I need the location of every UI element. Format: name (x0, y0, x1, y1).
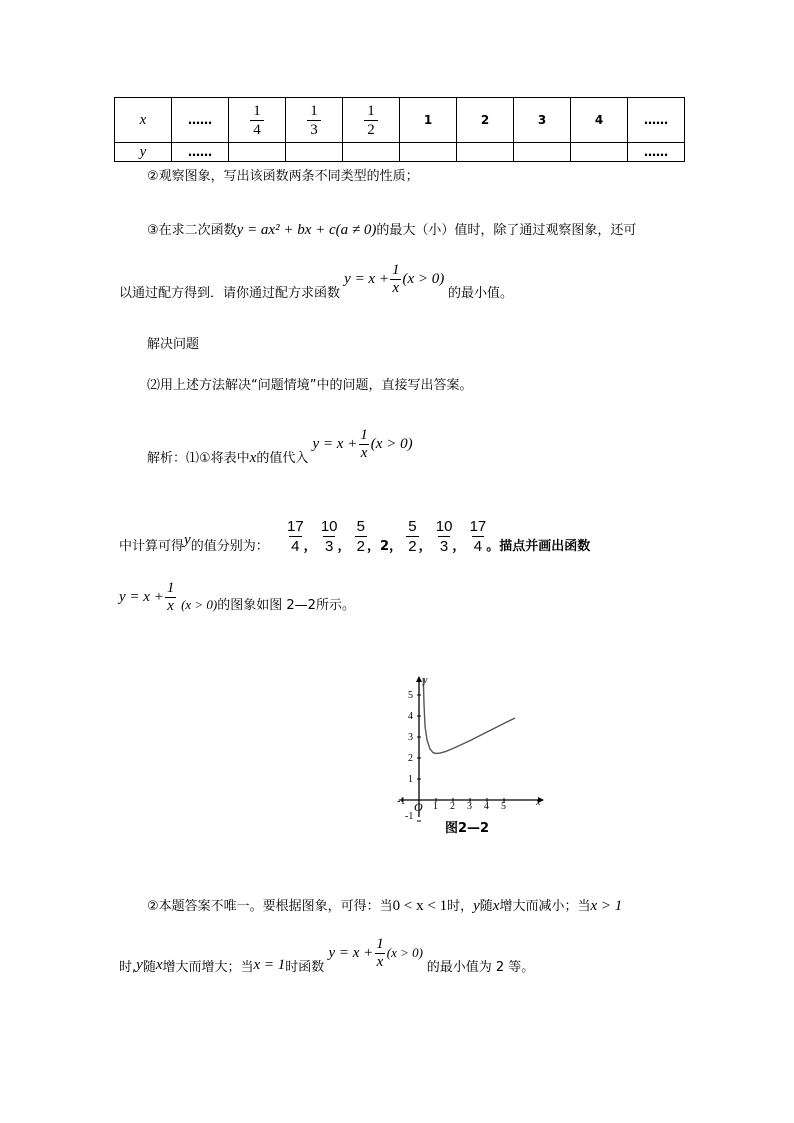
y-axis-arrow (416, 676, 422, 682)
table-row-y (115, 143, 685, 162)
var-y: y (184, 532, 191, 548)
x-tick-label: -1 (397, 796, 406, 807)
function-expression: y = x + $\frac{1}{x}$ (x > 0) (328, 936, 423, 970)
text: 的最小值。 (448, 285, 514, 301)
function-expression: y = x + $\frac{1}{x}$ (x > 0) (312, 427, 413, 461)
table-cell: 3 (514, 98, 571, 143)
value-fraction: $\frac{5}{2}$ (356, 518, 366, 555)
var-y: y (473, 898, 480, 914)
condition: (x > 0) (181, 596, 218, 612)
text: 随 (142, 959, 156, 975)
y-tick-label: 4 (408, 711, 413, 722)
table-cell (514, 143, 571, 162)
x-tick-label: 1 (433, 801, 438, 812)
quadratic-expression: y = ax² + bx + c(a ≠ 0) (236, 222, 377, 238)
text: 时， (447, 899, 474, 914)
y-tick-label: 2 (408, 753, 413, 764)
function-expression: y = x + $\frac{1}{x}$ (x > 0) (344, 262, 445, 296)
text: 的最大（小）值时，除了通过观察图象，还可 (376, 223, 637, 238)
text: ②本题答案不唯一。要根据图象，可得：当 (147, 899, 393, 914)
values-line: 中计算可得y的值分别为： $\frac{17}{4}$ ， $\frac{10}{3}$ ， $\frac{5}{2}$ ，2， $\frac{5}{2}$ ， $\frac{10}{3}$ ， $\frac{17}{4}$ 。描点并画出函数 (119, 518, 591, 555)
table-cell: 1 (400, 98, 457, 143)
table-header-y: y (115, 143, 172, 162)
x-axis-label: x (536, 797, 541, 808)
table-cell: $\frac{1}{2}$ (343, 98, 400, 143)
x-tick-label: 3 (467, 801, 472, 812)
x-tick-label: 2 (450, 801, 455, 812)
curve (423, 678, 515, 754)
value-fraction: $\frac{17}{4}$ (469, 518, 487, 555)
var-x: x (492, 898, 500, 914)
table-cell: $\frac{1}{4}$ (229, 98, 286, 143)
x-tick-label: 5 (501, 801, 506, 812)
answer-line2 (119, 936, 534, 975)
table-cell: 2 (457, 98, 514, 143)
value: 2 (380, 539, 390, 554)
condition: x = 1 (253, 956, 286, 973)
text: 的值分别为： (190, 539, 269, 554)
y-axis-label: y (423, 675, 428, 686)
graph-line (119, 580, 355, 615)
table-cell (229, 143, 286, 162)
table-cell (286, 143, 343, 162)
value-fraction: $\frac{5}{2}$ (408, 518, 417, 555)
var-y: y (136, 956, 143, 973)
figure-caption: 图2—2 (445, 821, 490, 836)
table-cell: 4 (571, 98, 628, 143)
table-cell: $\frac{1}{3}$ (286, 98, 343, 143)
var-x: x (155, 956, 163, 973)
y-tick-label: -1 (405, 811, 414, 822)
table-cell (457, 143, 514, 162)
y-tick-label: 3 (408, 732, 413, 743)
analysis-line (147, 427, 413, 467)
function-expression: y = x + $\frac{1}{x}$ (119, 580, 175, 614)
table-cell: …… (172, 98, 229, 143)
question-4-text: ⑵用上述方法解决“问题情境”中的问题，直接写出答案。 (147, 378, 473, 393)
text: 增大而减小；当 (499, 899, 591, 914)
text: 增大而增大；当 (162, 959, 254, 975)
table-cell: …… (628, 143, 685, 162)
origin-label: O (414, 800, 423, 814)
answer-line1 (147, 895, 622, 915)
table-cell (571, 143, 628, 162)
table-row-x (115, 98, 685, 143)
table-cell: …… (628, 98, 685, 143)
y-tick-label: 5 (408, 690, 413, 701)
condition: 0 < x < 1 (392, 898, 448, 914)
y-tick-label: 1 (408, 774, 413, 785)
question-3-line2 (119, 262, 513, 301)
text: 。描点并画出函数 (486, 539, 591, 554)
table-cell (400, 143, 457, 162)
value-table (114, 97, 685, 162)
text: 中计算可得 (119, 539, 185, 554)
text: 以通过配方得到．请你通过配方求函数 (119, 285, 341, 301)
value-fraction: $\frac{17}{4}$ (286, 518, 304, 555)
value-fraction: $\frac{10}{3}$ (435, 518, 453, 555)
text: ③在求二次函数 (147, 223, 237, 238)
function-graph (393, 674, 553, 844)
var-x: x (249, 449, 257, 466)
text: 的最小值为 2 等。 (426, 959, 535, 975)
value-fraction: $\frac{10}{3}$ (320, 518, 338, 555)
text: 的图象如图 2—2所示。 (217, 597, 355, 613)
section-heading: 解决问题 (147, 337, 200, 352)
table-cell (343, 143, 400, 162)
question-2-text: ②观察图象，写出该函数两条不同类型的性质； (147, 169, 419, 184)
text: 的值代入 (256, 450, 309, 466)
x-tick-label: 4 (484, 801, 489, 812)
condition: x > 1 (590, 898, 623, 914)
question-3-line1 (147, 219, 636, 242)
table-header-x: x (115, 98, 172, 143)
text: 时函数 (285, 959, 325, 975)
table-cell: …… (172, 143, 229, 162)
text: 解析：⑴①将表中 (147, 450, 250, 466)
text: 时, (119, 959, 137, 975)
text: 随 (479, 899, 493, 914)
